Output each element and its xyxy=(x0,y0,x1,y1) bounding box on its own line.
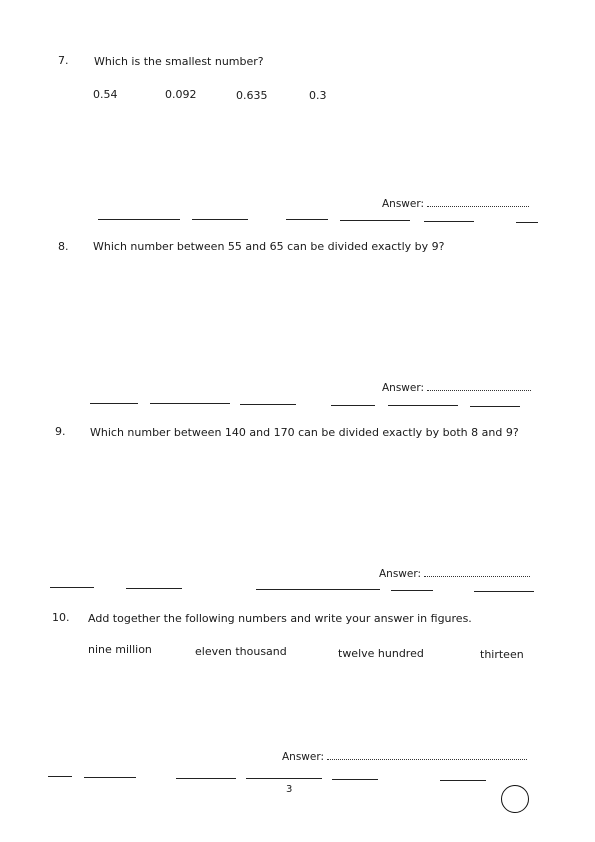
option-4: thirteen xyxy=(480,648,524,661)
page-number: 3 xyxy=(286,784,293,795)
answer-label: Answer: xyxy=(379,568,422,580)
question-number: 10. xyxy=(52,611,70,624)
question-text: Add together the following numbers and write your answer in figures. xyxy=(88,612,472,625)
option-3: twelve hundred xyxy=(338,647,424,660)
answer-blank[interactable] xyxy=(427,197,529,207)
option-2: 0.092 xyxy=(165,88,197,101)
question-number: 7. xyxy=(58,54,69,67)
answer-line[interactable] xyxy=(382,376,531,395)
question-text: Which number between 55 and 65 can be divided exactly by 9? xyxy=(93,240,445,253)
answer-line[interactable] xyxy=(282,745,527,764)
answer-blank[interactable] xyxy=(424,567,530,577)
answer-blank[interactable] xyxy=(427,381,531,391)
option-1: nine million xyxy=(88,643,152,656)
answer-line[interactable] xyxy=(379,562,530,581)
answer-label: Answer: xyxy=(382,382,425,394)
question-text: Which number between 140 and 170 can be divided exactly by both 8 and 9? xyxy=(90,426,519,439)
option-3: 0.635 xyxy=(236,89,268,102)
option-1: 0.54 xyxy=(93,88,118,101)
option-2: eleven thousand xyxy=(195,645,287,658)
question-number: 9. xyxy=(55,425,66,438)
marking-circle xyxy=(501,785,529,813)
answer-label: Answer: xyxy=(382,198,425,210)
option-4: 0.3 xyxy=(309,89,327,102)
answer-label: Answer: xyxy=(282,751,325,763)
question-number: 8. xyxy=(58,240,69,253)
answer-line[interactable] xyxy=(382,192,529,211)
answer-blank[interactable] xyxy=(327,750,527,760)
question-text: Which is the smallest number? xyxy=(94,55,264,68)
